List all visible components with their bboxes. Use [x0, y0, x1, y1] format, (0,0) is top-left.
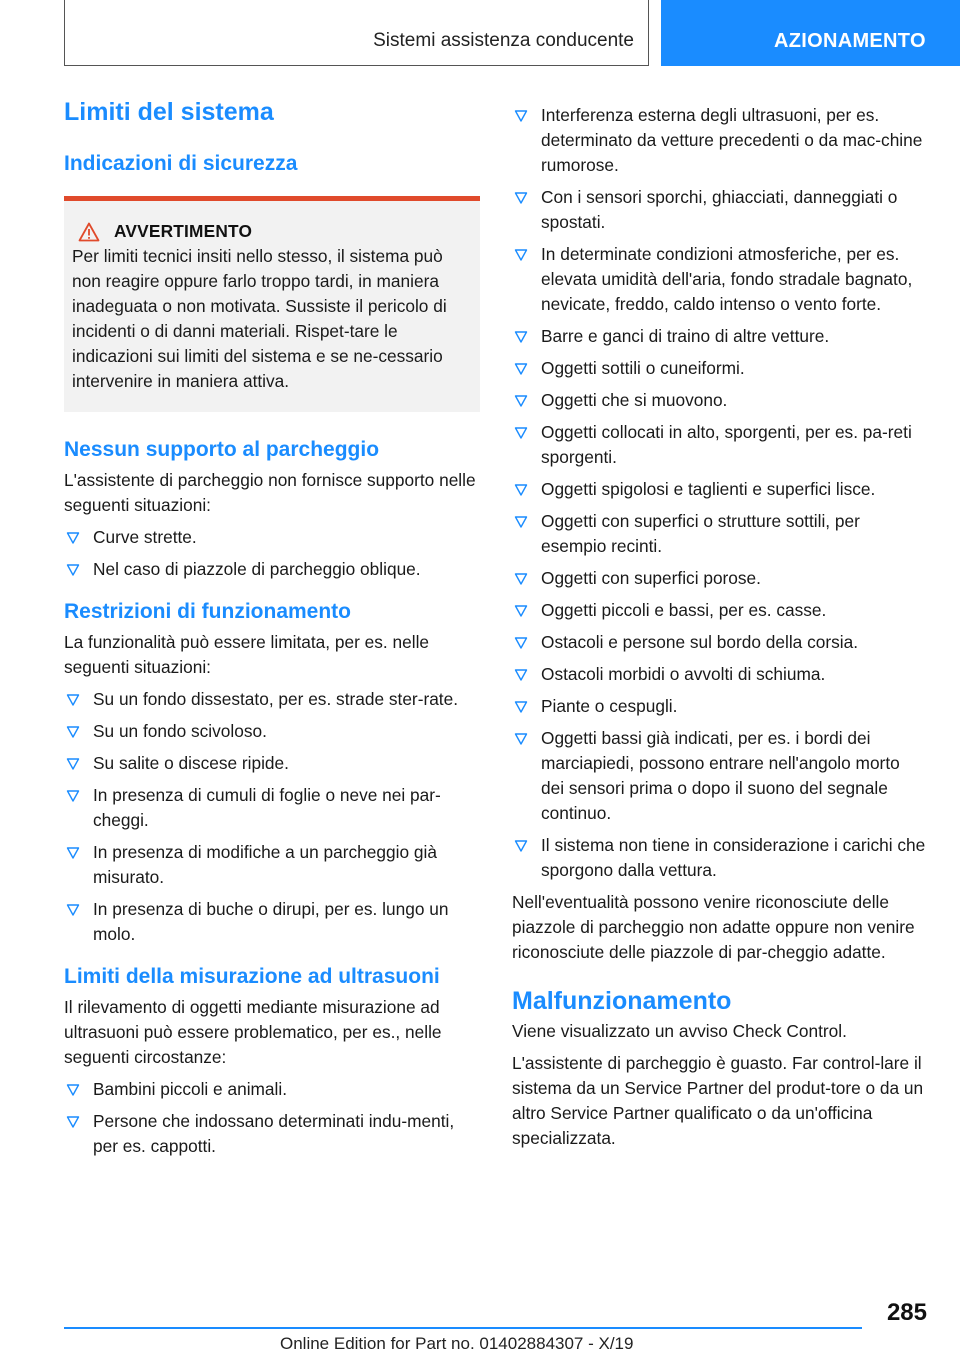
footer-edition: Online Edition for Part no. 01402884307 - X/19 — [280, 1334, 634, 1353]
list-item-text: Con i sensori sporchi, ghiacciati, danneggiati o spostati. — [541, 187, 898, 232]
list-item — [512, 324, 926, 349]
list-item-text: Oggetti sottili o cuneiformi. — [541, 358, 745, 378]
list-item-text: Oggetti bassi già indicati, per es. i bordi dei marciapiedi, possono entrare nell'angolo morto dei sensori prima o dopo il suono del segnale continuo. — [541, 728, 900, 823]
ultrasound-list-continued — [512, 103, 926, 883]
header-section-title: Sistemi assistenza conducente — [373, 30, 634, 51]
bullet-triangle-icon — [66, 1083, 80, 1097]
list-item — [64, 783, 480, 833]
footer-rule — [64, 1327, 862, 1329]
list-item — [512, 726, 926, 826]
bullet-triangle-icon — [514, 515, 528, 529]
list-item — [512, 662, 926, 687]
bullet-triangle-icon — [66, 757, 80, 771]
malfunction-p2: L'assistente di parcheggio è guasto. Far control-lare il sistema da un Service Partner del produt-tore o da un altro Service Partner qualificato o da un'officina specializzata. — [512, 1053, 924, 1148]
list-item-text: Oggetti con superfici o strutture sottili, per esempio recinti. — [541, 511, 860, 556]
list-item-text: Piante o cespugli. — [541, 696, 678, 716]
restrictions-intro: La funzionalità può essere limitata, per es. nelle seguenti situazioni: — [64, 632, 430, 677]
bullet-triangle-icon — [514, 109, 528, 123]
warning-text: Per limiti tecnici insiti nello stesso, il sistema può non reagire oppure farlo troppo tardi, in maniera inadeguata o non motivata. Sussiste il pericolo di incidenti o di danni materiali. Rispet-tare le indicazioni sui limiti del sistema e se ne-cessario intervenire in maniera attiva. — [72, 246, 447, 391]
warning-label: AVVERTIMENTO — [114, 221, 253, 241]
list-item-text: Su un fondo scivoloso. — [93, 721, 267, 741]
list-item-text: Persone che indossano determinati indu-menti, per es. cappotti. — [93, 1111, 455, 1156]
list-item — [512, 833, 926, 883]
bullet-triangle-icon — [514, 668, 528, 682]
warning-triangle-icon — [78, 222, 100, 242]
no-support-intro: L'assistente di parcheggio non fornisce supporto nelle seguenti situazioni: — [64, 470, 476, 515]
list-item-text: Oggetti spigolosi e taglienti e superfici lisce. — [541, 479, 876, 499]
list-item-text: Oggetti collocati in alto, sporgenti, per es. pa-reti sporgenti. — [541, 422, 912, 467]
bullet-triangle-icon — [66, 846, 80, 860]
bullet-triangle-icon — [514, 604, 528, 618]
list-item-text: Oggetti con superfici porose. — [541, 568, 761, 588]
list-item — [512, 477, 926, 502]
right-column — [512, 103, 926, 1151]
no-support-list — [64, 525, 480, 582]
bullet-triangle-icon — [514, 248, 528, 262]
no-support-heading: Nessun supporto al parcheggio — [64, 438, 380, 461]
list-item-text: Nel caso di piazzole di parcheggio oblique. — [93, 559, 421, 579]
list-item — [64, 1077, 480, 1102]
list-item-text: Su salite o discese ripide. — [93, 753, 289, 773]
warning-box — [64, 196, 480, 412]
list-item — [64, 897, 480, 947]
bullet-triangle-icon — [66, 693, 80, 707]
list-item-text: In presenza di cumuli di foglie o neve nei par-cheggi. — [93, 785, 441, 830]
list-item-text: In presenza di modifiche a un parcheggio già misurato. — [93, 842, 437, 887]
list-item — [64, 719, 480, 744]
list-item-text: Oggetti che si muovono. — [541, 390, 728, 410]
list-item — [64, 840, 480, 890]
bullet-triangle-icon — [514, 839, 528, 853]
list-item-text: Bambini piccoli e animali. — [93, 1079, 288, 1099]
list-item-text: Interferenza esterna degli ultrasuoni, per es. determinato da vetture precedenti o da mac-chine rumorose. — [541, 105, 923, 175]
header-chapter-tab — [661, 0, 960, 66]
header-chapter-title: AZIONAMENTO — [774, 30, 926, 52]
list-item — [512, 420, 926, 470]
list-item — [512, 185, 926, 235]
restrictions-list — [64, 687, 480, 947]
warning-header — [78, 221, 472, 242]
bullet-triangle-icon — [66, 725, 80, 739]
ultrasound-intro: Il rilevamento di oggetti mediante misurazione ad ultrasuoni può essere problematico, per es., nelle seguenti circostanze: — [64, 997, 442, 1067]
note-paragraph: Nell'eventualità possono venire riconosciute delle piazzole di parcheggio non adatte oppure non venire riconosciute delle piazzole di par-cheggio adatte. — [512, 892, 915, 962]
list-item — [64, 525, 480, 550]
list-item — [512, 566, 926, 591]
bullet-triangle-icon — [66, 1115, 80, 1129]
bullet-triangle-icon — [514, 426, 528, 440]
section-title-limits: Limiti del sistema — [64, 98, 274, 126]
left-column — [64, 96, 480, 1159]
list-item-text: In presenza di buche o dirupi, per es. lungo un molo. — [93, 899, 449, 944]
bullet-triangle-icon — [514, 330, 528, 344]
bullet-triangle-icon — [514, 732, 528, 746]
list-item — [512, 242, 926, 317]
bullet-triangle-icon — [514, 636, 528, 650]
safety-heading: Indicazioni di sicurezza — [64, 152, 298, 175]
bullet-triangle-icon — [66, 789, 80, 803]
malfunction-p1: Viene visualizzato un avviso Check Control. — [512, 1021, 847, 1041]
malfunction-heading: Malfunzionamento — [512, 987, 732, 1015]
list-item-text: Su un fondo dissestato, per es. strade ster-rate. — [93, 689, 459, 709]
list-item — [64, 1109, 480, 1159]
header-section-box — [64, 0, 649, 66]
list-item-text: Ostacoli morbidi o avvolti di schiuma. — [541, 664, 826, 684]
list-item — [512, 356, 926, 381]
list-item — [512, 630, 926, 655]
ultrasound-heading: Limiti della misurazione ad ultrasuoni — [64, 965, 440, 988]
page-number: 285 — [886, 1299, 927, 1326]
list-item-text: Curve strette. — [93, 527, 197, 547]
bullet-triangle-icon — [514, 394, 528, 408]
bullet-triangle-icon — [514, 483, 528, 497]
restrictions-heading: Restrizioni di funzionamento — [64, 600, 351, 623]
list-item-text: Il sistema non tiene in considerazione i carichi che sporgono dalla vettura. — [541, 835, 926, 880]
bullet-triangle-icon — [66, 563, 80, 577]
list-item — [512, 103, 926, 178]
bullet-triangle-icon — [514, 572, 528, 586]
list-item — [64, 557, 480, 582]
bullet-triangle-icon — [66, 903, 80, 917]
bullet-triangle-icon — [514, 700, 528, 714]
list-item-text: In determinate condizioni atmosferiche, per es. elevata umidità dell'aria, fondo stradale bagnato, nevicate, freddo, caldo intenso o vento forte. — [541, 244, 913, 314]
list-item — [512, 388, 926, 413]
list-item — [512, 509, 926, 559]
bullet-triangle-icon — [514, 362, 528, 376]
list-item — [64, 751, 480, 776]
ultrasound-list — [64, 1077, 480, 1159]
list-item — [512, 598, 926, 623]
list-item — [512, 694, 926, 719]
bullet-triangle-icon — [66, 531, 80, 545]
bullet-triangle-icon — [514, 191, 528, 205]
list-item-text: Ostacoli e persone sul bordo della corsia. — [541, 632, 858, 652]
list-item — [64, 687, 480, 712]
list-item-text: Oggetti piccoli e bassi, per es. casse. — [541, 600, 827, 620]
list-item-text: Barre e ganci di traino di altre vetture. — [541, 326, 830, 346]
